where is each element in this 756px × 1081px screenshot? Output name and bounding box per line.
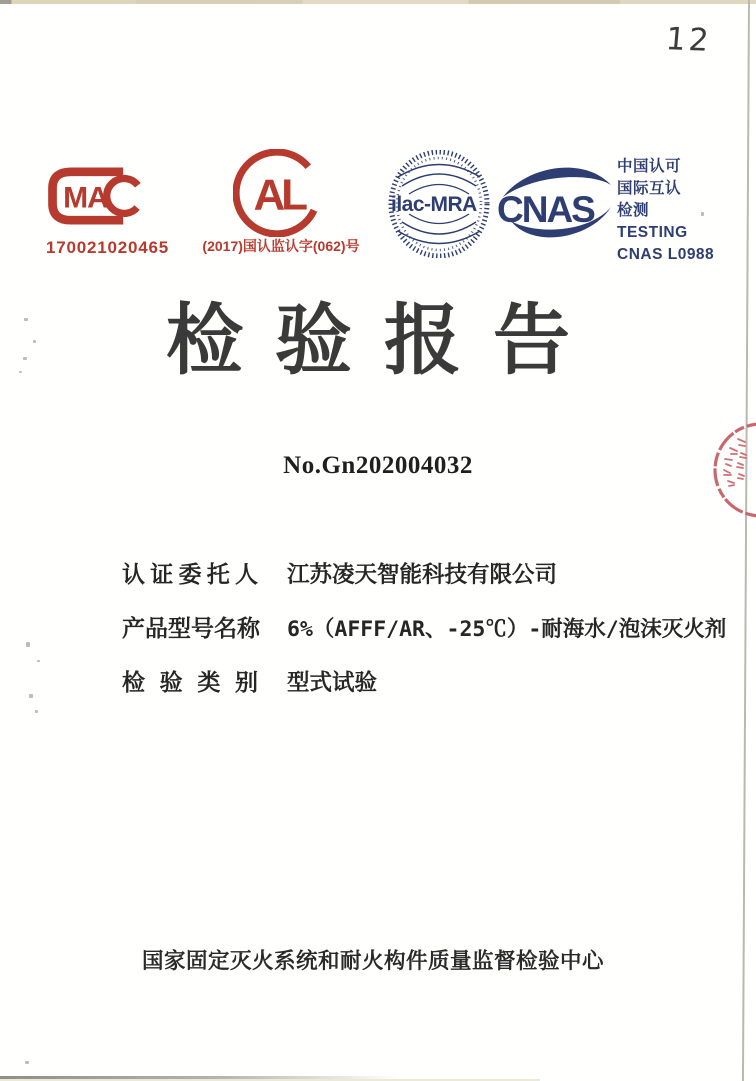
- scan-speck: [25, 1061, 29, 1064]
- cnas-text-line: TESTING: [617, 224, 688, 241]
- field-label: 认证委托人: [122, 562, 258, 587]
- report-number: No.Gn202004032: [283, 452, 473, 479]
- scan-speck: [26, 642, 30, 647]
- scan-speck: [19, 371, 22, 373]
- scan-speck: [23, 357, 27, 360]
- cma-logo-icon: [46, 166, 150, 226]
- cal-logo-icon: [233, 149, 321, 237]
- field-row-test-category: [122, 664, 726, 694]
- title-char: 验: [275, 298, 352, 384]
- field-label: 检验类别: [122, 670, 258, 695]
- scan-speck: [29, 694, 33, 698]
- partial-red-seal-icon: [700, 410, 756, 540]
- scan-speck: [35, 710, 38, 713]
- cma-letters: MA: [63, 181, 108, 215]
- issuing-organization: 国家固定灭火系统和耐火构件质量监督检验中心: [141, 949, 604, 973]
- scan-speck: [37, 660, 40, 662]
- cal-accreditation-caption: (2017)国认监认字(062)号: [202, 238, 360, 254]
- ilac-mra-logo-icon: [388, 150, 490, 258]
- handwritten-page-number: 12: [664, 21, 714, 59]
- seal-glyphs: [724, 439, 746, 486]
- title-char: 报: [384, 298, 461, 384]
- ilac-mra-label: ilac-MRA: [391, 193, 477, 216]
- field-value: 6%（AFFF/AR、-25℃）-耐海水/泡沫灭火剂: [287, 617, 727, 642]
- field-label: 产品型号名称: [122, 616, 260, 641]
- scan-speck: [24, 318, 28, 321]
- field-row-client: [122, 556, 726, 586]
- field-row-product-model: [122, 610, 726, 640]
- report-fields: [122, 556, 726, 718]
- scan-top-edge: [0, 0, 756, 4]
- page-title: [166, 299, 570, 383]
- title-char: 检: [166, 298, 243, 384]
- cnas-text-line: 检测: [617, 202, 650, 219]
- cal-letters: AL: [253, 170, 304, 220]
- cnas-logo-icon: [497, 161, 615, 245]
- field-value: 型式试验: [287, 670, 378, 695]
- cma-mark-group: [46, 166, 170, 258]
- cnas-letters: CNAS: [497, 189, 594, 230]
- cnas-text-line: CNAS L0988: [617, 246, 715, 263]
- field-value: 江苏凌天智能科技有限公司: [287, 562, 558, 587]
- title-char: 告: [493, 298, 570, 384]
- scan-speck: [33, 340, 36, 343]
- cma-certificate-number: 170021020465: [46, 238, 170, 257]
- cnas-text-line: 国际互认: [617, 180, 682, 197]
- cnas-text-line: 中国认可: [617, 158, 682, 175]
- scan-page-edge-line: [742, 0, 750, 1081]
- cnas-accreditation-text: [617, 156, 714, 266]
